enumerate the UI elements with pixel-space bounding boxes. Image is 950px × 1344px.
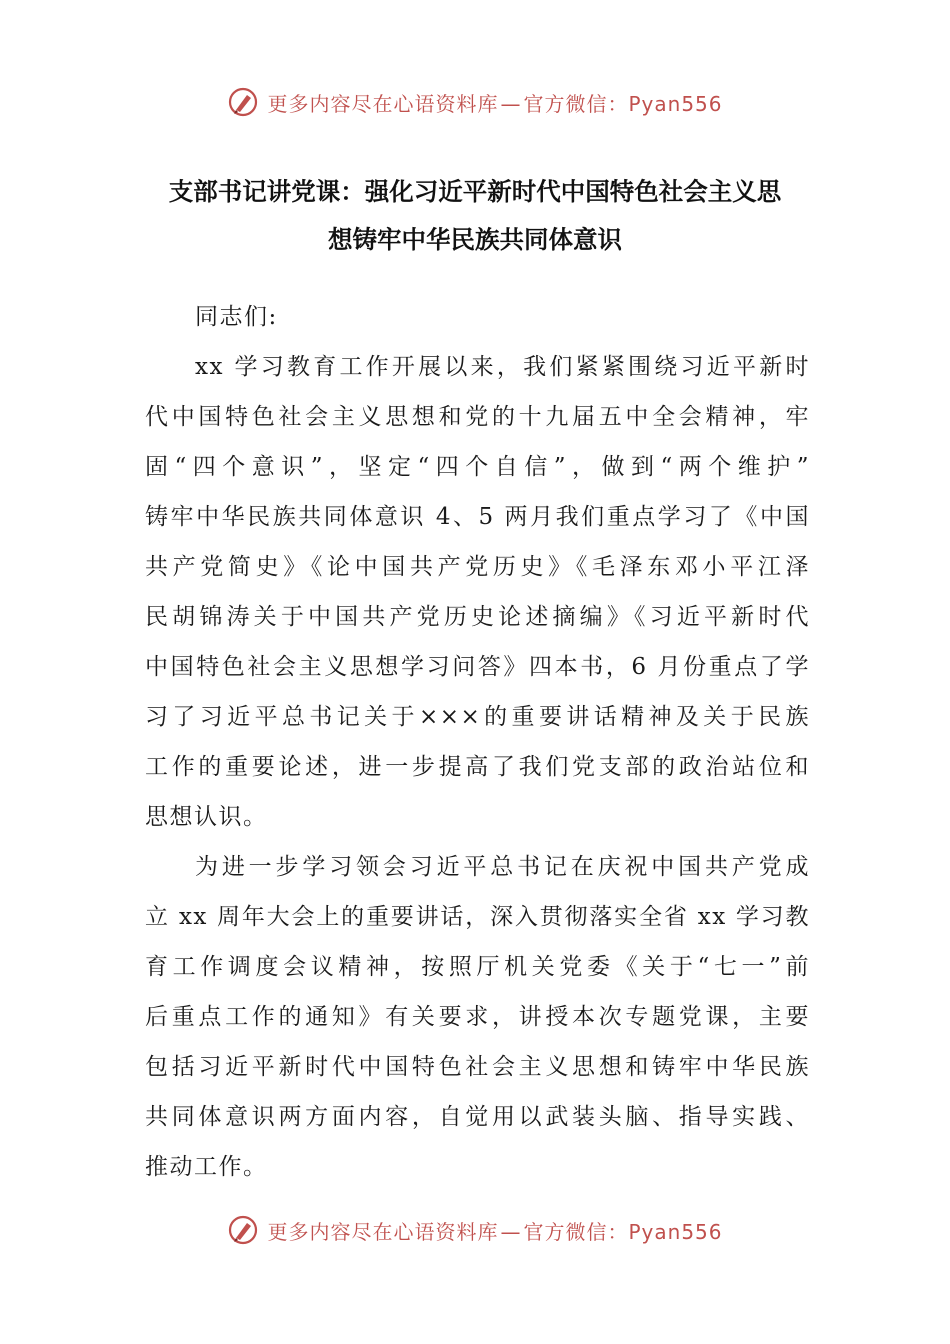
watermark-text: 更多内容尽在心语资料库 — 官方微信：Pyan556 [267, 1219, 723, 1244]
text-line: 民胡锦涛关于中国共产党历史论述摘编》《习近平新时代 [145, 604, 810, 630]
text-line: 固“四个意识”，坚定“四个自信”，做到“两个维护” [145, 454, 810, 480]
text-line: 习了习近平总书记关于×××的重要讲话精神及关于民族 [145, 704, 810, 730]
title-line-1: 支部书记讲党课：强化习近平新时代中国特色社会主义思 [168, 177, 782, 206]
text-line: 中国特色社会主义思想学习问答》四本书，6 月份重点了学 [145, 654, 810, 680]
text-line: 代中国特色社会主义思想和党的十九届五中全会精神，牢 [145, 404, 810, 430]
wechat-id: Pyan556 [628, 91, 723, 116]
text-line: 共产党简史》《论中国共产党历史》《毛泽东邓小平江泽 [145, 554, 810, 580]
watermark-text: 更多内容尽在心语资料库 — 官方微信：Pyan556 [267, 91, 723, 116]
text-line: 后重点工作的通知》有关要求，讲授本次专题党课，主要 [145, 1004, 810, 1030]
pen-circle-logo-icon [227, 86, 259, 118]
wechat-id: Pyan556 [628, 1219, 723, 1244]
footer-watermark [0, 1210, 950, 1250]
text-line: 工作的重要论述，进一步提高了我们党支部的政治站位和 [145, 754, 810, 780]
text-line: xx 学习教育工作开展以来，我们紧紧围绕习近平新时 [195, 354, 810, 380]
title-line-2: 想铸牢中华民族共同体意识 [328, 225, 622, 254]
header-watermark [0, 82, 950, 122]
paragraph-1 [145, 342, 810, 842]
salutation: 同志们: [195, 304, 278, 330]
text-line: 思想认识。 [145, 804, 268, 830]
text-line: 育工作调度会议精神，按照厅机关党委《关于“七一”前 [145, 954, 810, 980]
text-line: 立 xx 周年大会上的重要讲话，深入贯彻落实全省 xx 学习教 [145, 904, 810, 930]
pen-circle-logo-icon [227, 1214, 259, 1246]
document-title [145, 168, 805, 264]
text-line: 为进一步学习领会习近平总书记在庆祝中国共产党成 [195, 854, 810, 880]
text-line: 包括习近平新时代中国特色社会主义思想和铸牢中华民族 [145, 1054, 810, 1080]
text-line: 共同体意识两方面内容，自觉用以武装头脑、指导实践、 [145, 1104, 810, 1130]
text-line: 推动工作。 [145, 1154, 268, 1180]
text-line: 铸牢中华民族共同体意识 4、5 两月我们重点学习了《中国 [145, 504, 810, 530]
paragraph-2 [145, 842, 810, 1192]
document-body [145, 292, 810, 1192]
